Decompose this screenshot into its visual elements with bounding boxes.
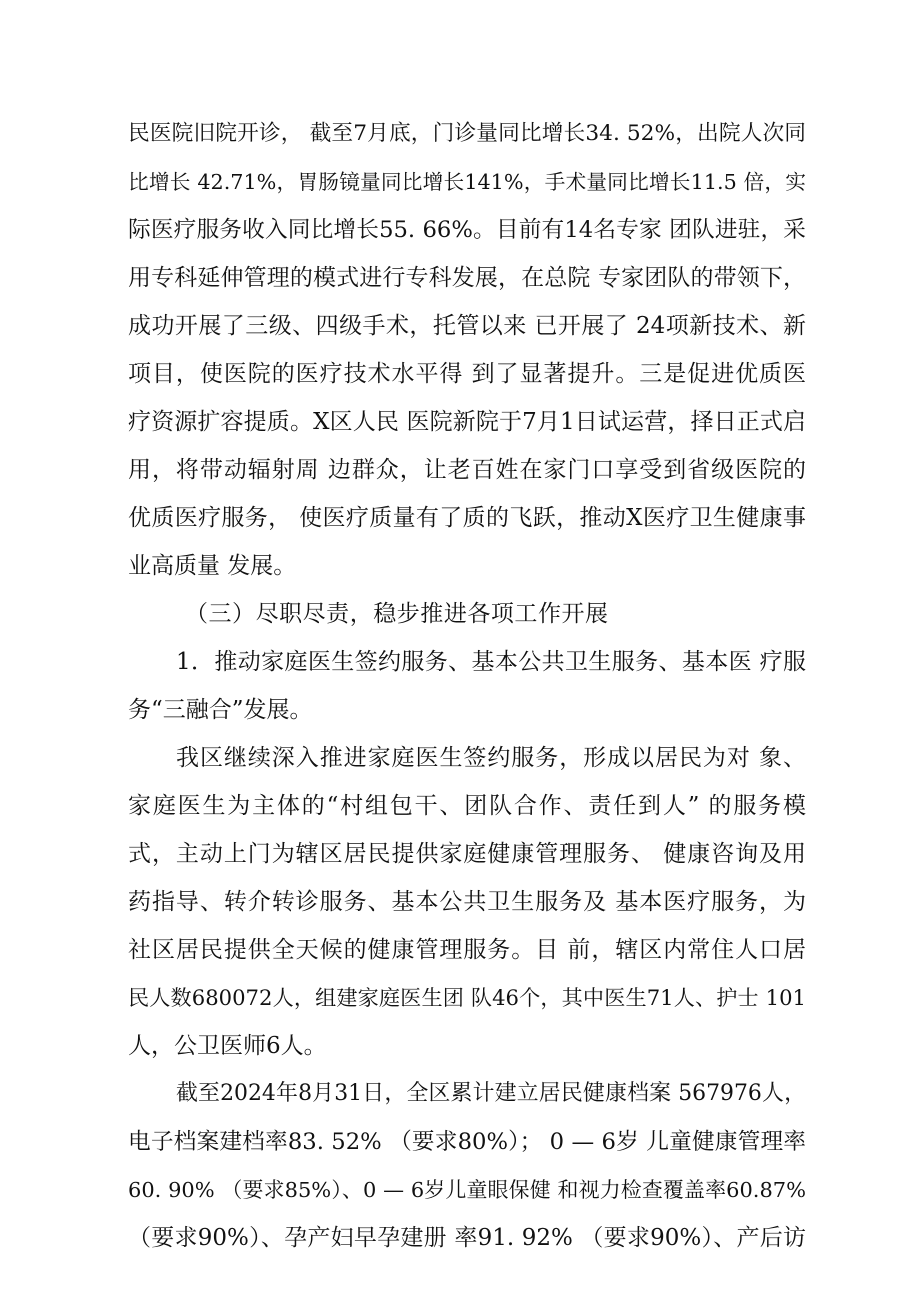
text-line bbox=[0, 402, 920, 442]
text-line bbox=[0, 1122, 920, 1162]
heading-text: （三）尽职尽责，稳步推进各项工作开展 bbox=[185, 601, 608, 627]
line-text: 比增长 42.71%，胃肠镜量同比增长141%，手术量同比增长11.5 倍，实 bbox=[128, 170, 806, 194]
line-text: 业高质量 发展。 bbox=[128, 553, 297, 579]
line-text: 项目，使医院的医疗技术水平得 到了显著提升。三是促进优质医 bbox=[128, 361, 806, 387]
line-text: 药指导、转介转诊服务、基本公共卫生服务及 基本医疗服务，为 bbox=[128, 889, 806, 915]
text-line bbox=[0, 738, 920, 778]
text-line bbox=[0, 882, 920, 922]
line-text: 家庭医生为主体的“村组包干、团队合作、责任到人” 的服务模 bbox=[128, 793, 806, 819]
line-text: 60. 90% （要求85%）、0 — 6岁儿童眼保健 和视力检查覆盖率60.87% bbox=[128, 1178, 806, 1202]
text-line bbox=[0, 258, 920, 298]
line-text: 式，主动上门为辖区居民提供家庭健康管理服务、 健康咨询及用 bbox=[128, 841, 806, 867]
line-text: 疗资源扩容提质。X区人民 医院新院于7月1日试运营，择日正式启 bbox=[128, 409, 806, 435]
line-text: 用，将带动辐射周 边群众，让老百姓在家门口享受到省级医院的 bbox=[128, 457, 806, 483]
line-text: 成功开展了三级、四级手术，托管以来 已开展了 24项新技术、新 bbox=[128, 313, 806, 339]
line-text: 务“三融合”发展。 bbox=[128, 697, 313, 723]
line-text: 用专科延伸管理的模式进行专科发展，在总院 专家团队的带领下， bbox=[128, 265, 806, 291]
text-line bbox=[0, 450, 920, 490]
text-line bbox=[0, 546, 920, 586]
text-line bbox=[0, 1218, 920, 1258]
text-line bbox=[0, 642, 920, 682]
text-line bbox=[0, 834, 920, 874]
section-heading bbox=[0, 594, 920, 634]
line-text: 我区继续深入推进家庭医生签约服务，形成以居民为对 象、 bbox=[176, 745, 806, 771]
line-text: 截至2024年8月31日，全区累计建立居民健康档案 567976人， bbox=[176, 1081, 806, 1106]
text-line bbox=[0, 1026, 920, 1066]
text-line bbox=[0, 498, 920, 538]
text-line bbox=[0, 114, 920, 154]
text-line bbox=[0, 1074, 920, 1114]
text-line bbox=[0, 210, 920, 250]
line-text: 优质医疗服务， 使医疗质量有了质的飞跃，推动X医疗卫生健康事 bbox=[128, 505, 806, 531]
line-text: 人，公卫医师6人。 bbox=[128, 1033, 327, 1059]
line-text: 民人数680072人，组建家庭医生团 队46个，其中医生71人、护士 101 bbox=[128, 985, 806, 1010]
text-line bbox=[0, 354, 920, 394]
text-line bbox=[0, 690, 920, 730]
line-text: 1．推动家庭医生签约服务、基本公共卫生服务、基本医 疗服 bbox=[176, 649, 806, 675]
text-line bbox=[0, 1170, 920, 1210]
text-line bbox=[0, 978, 920, 1018]
line-text: 民医院旧院开诊， 截至7月底，门诊量同比增长34. 52%，出院人次同 bbox=[128, 121, 806, 146]
text-line bbox=[0, 930, 920, 970]
text-line bbox=[0, 786, 920, 826]
line-text: 电子档案建档率83. 52% （要求80%）； 0 — 6岁 儿童健康管理率 bbox=[128, 1129, 806, 1155]
line-text: 际医疗服务收入同比增长55. 66%。目前有14名专家 团队进驻，采 bbox=[128, 217, 806, 243]
text-line bbox=[0, 306, 920, 346]
text-line bbox=[0, 162, 920, 202]
line-text: 社区居民提供全天候的健康管理服务。目 前，辖区内常住人口居 bbox=[128, 937, 806, 963]
line-text: （要求90%）、孕产妇早孕建册 率91. 92% （要求90%）、产后访 bbox=[128, 1225, 806, 1251]
